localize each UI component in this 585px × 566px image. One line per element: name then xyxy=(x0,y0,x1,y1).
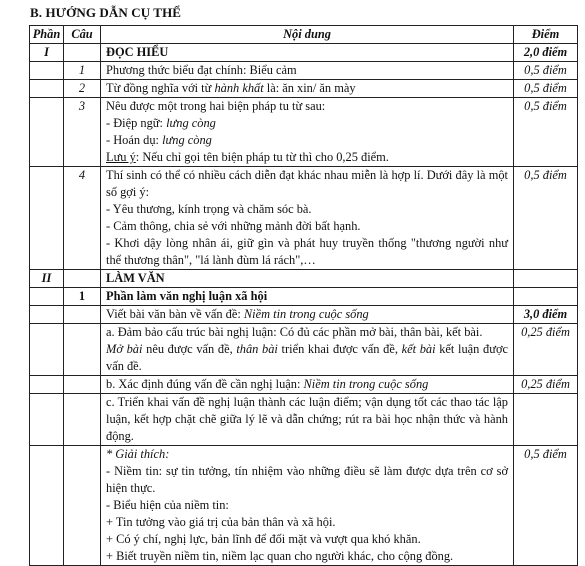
section-row-reading xyxy=(30,44,578,62)
table-row xyxy=(30,324,578,376)
criterion-score: 0,25 điểm xyxy=(514,376,578,394)
section-score: 2,0 điểm xyxy=(514,44,578,62)
section-number: II xyxy=(30,270,64,288)
question-number: 3 xyxy=(64,98,101,167)
rubric-table xyxy=(29,25,578,566)
subsection-title: Phần làm văn nghị luận xã hội xyxy=(101,288,514,306)
answer-score: 0,5 điểm xyxy=(514,62,578,80)
answer-text: Nêu được một trong hai biện pháp tu từ sau: - Điệp ngữ: lưng còng - Hoán dụ: lưng còng Lưu ý: Nếu chỉ gọi tên biện pháp tu từ thì cho 0,25 điểm. xyxy=(101,98,514,167)
subsection-number: 1 xyxy=(64,288,101,306)
essay-score: 3,0 điểm xyxy=(514,306,578,324)
header-question: Câu xyxy=(64,26,101,44)
table-row xyxy=(30,446,578,566)
criterion-b: b. Xác định đúng vấn đề cần nghị luận: Niềm tin trong cuộc sống xyxy=(101,376,514,394)
section-row-writing xyxy=(30,270,578,288)
subsection-row xyxy=(30,288,578,306)
section-title: LÀM VĂN xyxy=(101,270,514,288)
answer-score: 0,5 điểm xyxy=(514,80,578,98)
header-row xyxy=(30,26,578,44)
table-row xyxy=(30,376,578,394)
answer-text: Phương thức biểu đạt chính: Biểu cảm xyxy=(101,62,514,80)
table-row xyxy=(30,98,578,167)
criterion-a: a. Đảm bảo cấu trúc bài nghị luận: Có đủ các phần mở bài, thân bài, kết bài. Mở bài nêu được vấn đề, thân bài triển khai được vấn đề, kết bài kết luận được vấn đề. xyxy=(101,324,514,376)
criterion-c: c. Triển khai vấn đề nghị luận thành các luận điểm; vận dụng tốt các thao tác lập luận, kết hợp chặt chẽ giữa lý lẽ và dẫn chứng; rút ra bài học nhận thức và hành động. xyxy=(101,394,514,446)
section-title: ĐỌC HIỂU xyxy=(101,44,514,62)
section-heading: B. HƯỚNG DẪN CỤ THỂ xyxy=(30,5,182,20)
question-number: 2 xyxy=(64,80,101,98)
answer-text: Thí sinh có thể có nhiều cách diễn đạt khác nhau miễn là hợp lí. Dưới đây là một số gợi ý: - Yêu thương, kính trọng và chăm sóc bà. - Cảm thông, chia sẻ với những mảnh đời bất hạnh. - Khơi dậy lòng nhân ái, giữ gìn và phát huy truyền thống "thương người như thể thương thân", "lá lành đùm lá rách",… xyxy=(101,167,514,270)
header-part: Phần xyxy=(30,26,64,44)
header-score: Điểm xyxy=(514,26,578,44)
answer-score: 0,5 điểm xyxy=(514,98,578,167)
table-row xyxy=(30,167,578,270)
section-number: I xyxy=(30,44,64,62)
table-row xyxy=(30,394,578,446)
table-row xyxy=(30,306,578,324)
criterion-score: 0,25 điểm xyxy=(514,324,578,376)
answer-score: 0,5 điểm xyxy=(514,167,578,270)
table-row xyxy=(30,62,578,80)
table-row xyxy=(30,80,578,98)
essay-prompt: Viết bài văn bàn về vấn đề: Niềm tin trong cuộc sống xyxy=(101,306,514,324)
criterion-d: * Giải thích: - Niềm tin: sự tin tưởng, tín nhiệm vào những điều sẽ làm được dựa trên cơ sở hiện thực. - Biểu hiện của niềm tin: + Tin tưởng vào giá trị của bản thân và xã hội. + Có ý chí, nghị lực, bản lĩnh để đối mặt và vượt qua khó khăn. + Biết truyền niềm tin, niềm lạc quan cho người khác, cho cộng đồng. xyxy=(101,446,514,566)
question-number: 1 xyxy=(64,62,101,80)
header-content: Nội dung xyxy=(101,26,514,44)
criterion-score: 0,5 điểm xyxy=(514,446,578,566)
answer-text: Từ đồng nghĩa với từ hành khất là: ăn xin/ ăn mày xyxy=(101,80,514,98)
question-number: 4 xyxy=(64,167,101,270)
